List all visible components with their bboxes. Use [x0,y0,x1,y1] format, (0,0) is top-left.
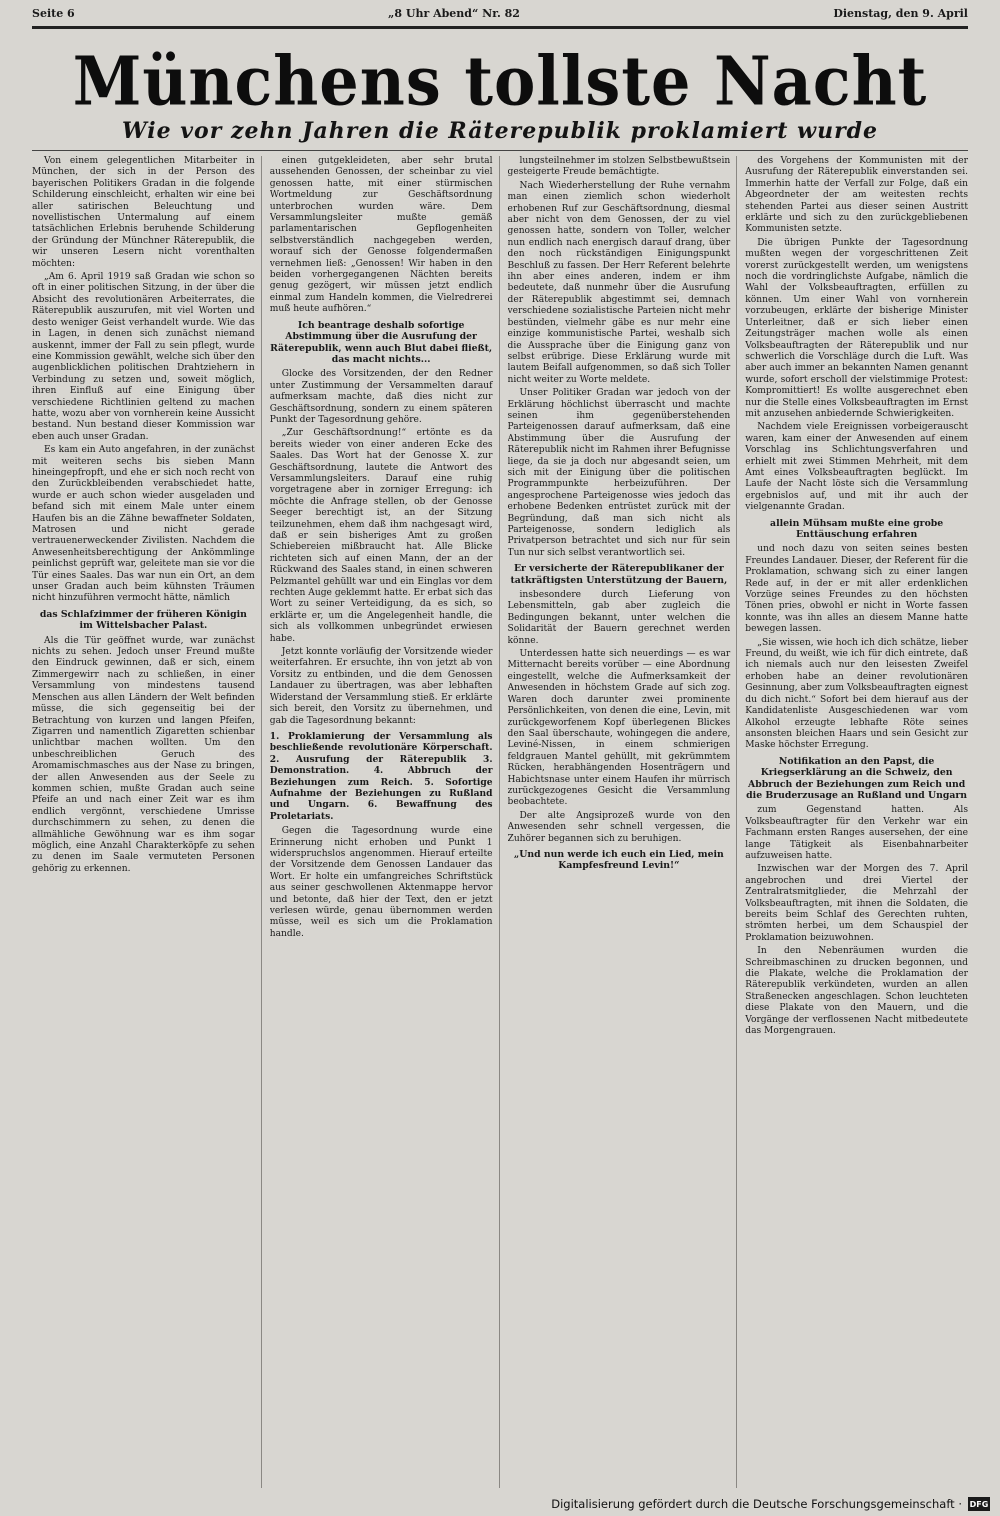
page-number: Seite 6 [32,6,75,20]
paragraph: Gegen die Tagesordnung wurde eine Erinnerung nicht erhoben und Punkt 1 widerspruchslos angenommen. Hierauf erteilte der Vorsitzende dem Genossen Landauer das Wort. Er holte ein umfangreiches Schriftstück aus seiner geschwollenen Aktenmappe hervor und betonte, daß hier der Text, den er jetzt verlesen würde, genau übernommen werden müsse, weil es sich um die Proklamation handle. [269,826,493,939]
paragraph: Unser Politiker Gradan war jedoch von der Erklärung höchlichst überrascht und machte seinen ihm gegenüberstehenden Parteigenossen darauf aufmerksam, daß eine Abstimmung über die Ausrufung der Räterepublik nicht im Rahmen ihrer Befugnisse liege, da sie ja doch nur abgesandt seien, um sich mit der Einigung über die politischen Programmpunkte herbeizuführen. Der angesprochene Parteigenosse wies jedoch das erhobene Bedenken entrüstet zurück mit der Begründung, daß man sich nicht als Parteigenosse, sondern lediglich als Privatperson betrachtet und sich nur für sein Tun nur sich selbst verantwortlich sei. [507,388,731,558]
column-3 [508,156,738,1488]
paragraph: Nach Wiederherstellung der Ruhe vernahm man einen ziemlich schon wiederholt erhobenen Ruf zur Geschäftsordnung, diesmal aber nicht von dem Genossen, der zu viel genossen hatte, sondern von Toller, welcher nun endlich nach energisch darauf drang, über den noch rückständigen Einigungspunkt Beschluß zu fassen. Der Herr Referent belehrte ihn aber eines anderen, indem er ihm bedeutete, daß nunmehr über die Ausrufung der Räterepublik abgestimmt sei, demnach verschiedene sozialistische Parteien nicht mehr bestünden, vielmehr gäbe es nur mehr eine einzige kommunistische Partei, weshalb sich die Aussprache über die Einigung ganz von selbst erübrige. Diese Erklärung wurde mit lautem Beifall aufgenommen, so daß sich Toller nicht weiter zu Worte meldete. [507,180,731,385]
paragraph: Inzwischen war der Morgen des 7. April angebrochen und drei Viertel der Zentralratsmitglieder, die Mehrzahl der Volksbeauftragten, mit ihnen die Soldaten, die bereits beim Schlaf des Gerechten ruhten, strömten herbei, um dem Schauspiel der Proklamation beizuwohnen. [745,864,968,943]
paragraph: und noch dazu von seiten seines besten Freundes Landauer. Dieser, der Referent für die Proklamation, schwang sich zu einer langen Rede auf, in der er mit aller erdenklichen Vorzüge seines Freundes zu den höchsten Tönen pries, obwohl er nicht in Worte fassen konnte, was ihn alles an diesem Manne hatte bewegen lassen. [745,544,968,635]
article-headline: Münchens tollste Nacht [72,42,928,121]
paragraph: lungsteilnehmer im stolzen Selbstbewußtsein gesteigerte Freude bemächtigte. [507,156,731,178]
paragraph: zum Gegenstand hatten. Als Volksbeauftragter für den Verkehr war ein Fachmann ersten Ranges ausersehen, der eine lange Tätigkeit als Eisenbahnarbeiter aufzuweisen hatte. [745,805,968,861]
paragraph: Von einem gelegentlichen Mitarbeiter in München, der sich in der Person des bayerischen Politikers Gradan in die folgende Schilderung einschleicht, erhalten wir eine bei aller satirischen Beleuchtung und novellistischen Untermalung auf einem tatsächlichen Erlebnis beruhende Schilderung der Gründung der Münchner Räterepublik, die wir unseren Lesern nicht vorenthalten möchten: [32,156,255,269]
paragraph: „Zur Geschäftsordnung!“ ertönte es da bereits wieder von einer anderen Ecke des Saales. Das Wort hat der Genosse X. zur Geschäftsordnung, lautete die Antwort des Versammlungsleiters. Darauf eine ruhig vorgetragene aber in zorniger Erregung: ich möchte die Anfrage stellen, ob der Genosse Seeger berechtigt ist, an der Sitzung teilzunehmen, ehem daß ihm nachgesagt wird, daß er sein bisheriges Amt zu großen Schiebereien mißbraucht hat. Alle Blicke richteten sich auf einen Mann, der an der Rückwand des Saales stand, in einen schweren Pelzmantel gehüllt war und ein Einglas vor dem rechten Auge geklemmt hatte. Er erbat sich das Wort zu seiner Verteidigung, da es sich, so erklärte er, um die Angelegenheit handle, die sich als vollkommen unbegründet erwiesen habe. [269,428,493,644]
paragraph: Glocke des Vorsitzenden, der den Redner unter Zustimmung der Versammelten darauf aufmerksam machte, daß dies nicht zur Geschäftsordnung, sondern zu einem späteren Punkt der Tagesordnung gehöre. [269,369,493,425]
paragraph: Die übrigen Punkte der Tagesordnung mußten wegen der vorgeschrittenen Zeit vorerst zurückgestellt werden, um wenigstens noch die vordringlichste Aufgabe, nämlich die Wahl der Volksbeauftragten, erfüllen zu können. Um einer Wahl von vornherein vorzubeugen, erklärte der bisherige Minister Unterleitner, daß er sich lieber einen Zeitungsträger machen wolle als einen Volksbeauftragten der Räterepublik und nur schwerlich die Vorschläge durch die Luft. Was aber auch immer an bekannten Namen genannt wurde, sofort erscholl der vielstimmige Protest: Kompromittiert! Es wollte ausgerechnet eben nur die Stelle eines Volksbeauftragten im Ernst mit anzusehen anbiedernde Schwierigkeiten. [745,237,968,419]
digitization-credit [530,1494,990,1514]
section-heading: Er versicherte der Räterepublikaner der tatkräftigsten Unterstützung der Bauern, [510,563,728,586]
newspaper-title: „8 Uhr Abend“ Nr. 82 [388,6,520,20]
dfg-logo-icon: DFG [968,1497,990,1511]
credit-text: Digitalisierung gefördert durch die Deutsche Forschungsgemeinschaft · [551,1497,962,1511]
column-2 [270,156,500,1488]
paragraph: des Vorgehens der Kommunisten mit der Ausrufung der Räterepublik einverstanden sei. Immerhin hatte der Verfall zur Folge, daß ein Abgeordneter der am weitesten rechts stehenden Partei aus dieser seinen Austritt erklärte und sich zu den zurückgebliebenen Kommunisten setzte. [745,156,968,235]
article-subheadline: Wie vor zehn Jahren die Räterepublik proklamiert wurde [121,118,879,144]
page-header [32,2,968,24]
section-heading: das Schlafzimmer der früheren Königin im Wittelsbacher Palast. [39,608,247,632]
paragraph: Als die Tür geöffnet wurde, war zunächst nichts zu sehen. Jedoch unser Freund mußte den Eindruck gewinnen, daß er sich, einem Zimmergewirr nach zu schließen, in einer Versammlung von mindestens tausend Menschen aus allen Ländern der Welt befinden müsse, die sich gegenseitig bei der Betrachtung von kurzen und langen Pfeifen, Zigarren und namentlich Zigaretten schienbar unlichtbar machen wollten. Um den unbeschreiblichen Geruch des Aromamischmasches aus der Nase zu bringen, der allen Anwesenden aus der Seele zu kommen schien, mußte Gradan auch seine Pfeife an und nach einer Zeit war es ihm endlich vergönnt, verschiedene Umrisse durchschimmern zu sehen, zu denen die allmähliche Gewöhnung war es ihm sogar möglich, eine Anzahl Charakterköpfe zu sehen zu denen im Saale vermuteten Personen gehörig zu erkennen. [32,635,255,874]
column-1 [32,156,262,1488]
paragraph: „Am 6. April 1919 saß Gradan wie schon so oft in einer politischen Sitzung, in der über die Absicht des revolutionären Arbeiterrates, die Räterepublik auszurufen, mit viel Worten und desto weniger Geist verhandelt wurde. Wie das in Lagen, in denen sich zunächst niemand auskennt, immer der Fall zu sein pflegt, wurde eine Kommission gewählt, welche sich über den augenblicklichen politischen Drahtziehern in Verbindung zu setzen und, soweit möglich, ihren Einfluß auf eine Einigung über verschiedene Richtlinien geltend zu machen hatte, wozu aber von vornherein keine Aussicht bestand. Nun bestand dieser Kommission war eben auch unser Gradan. [32,272,255,442]
header-rule [32,26,968,29]
section-heading: allein Mühsam mußte eine grobe Enttäuschung erfahren [770,517,944,540]
paragraph: Jetzt konnte vorläufig der Vorsitzende wieder weiterfahren. Er ersuchte, ihn von jetzt ab von Vorsitz zu entbinden, und die dem Genossen Landauer zu übertragen, was aber lebhaften Widerstand der Versammlung stieß. Er erklärte sich bereit, den Vorsitz zu übernehmen, und gab die Tagesordnung bekannt: [269,647,493,726]
issue-date: Dienstag, den 9. April [833,6,968,20]
column-4 [745,156,968,1488]
paragraph: Der alte Angsiprozeß wurde von den Anwesenden sehr schnell vergessen, die Zuhörer begannen sich zu beruhigen. [507,810,731,844]
section-heading: Ich beantrage deshalb sofortige Abstimmung über die Ausrufung der Räterepublik, wenn auch Blut dabei fließt, das macht nichts... [270,319,493,365]
section-heading: Notifikation an den Papst, die Kriegserklärung an die Schweiz, den Abbruch der Beziehungen zum Reich und die Bruderzusage an Rußland und Ungarn [746,755,968,801]
agenda-list: 1. Proklamierung der Versammlung als beschließende revolutionäre Körperschaft. 2. Ausrufung der Räterepublik 3. Demonstration. 4. Abbruch der Beziehungen zum Reich. 5. Sofortige Aufnahme der Beziehungen zu Rußland und Ungarn. 6. Bewaffnung des Proletariats. [269,730,493,822]
paragraph: insbesondere durch Lieferung von Lebensmitteln, gab aber zugleich die Bedingungen bekannt, unter welchen die Solidarität der Bauern gerechnet werden könne. [507,590,731,646]
paragraph: einen gutgekleideten, aber sehr brutal aussehenden Genossen, der scheinbar zu viel genossen hatte, mit einer stürmischen Wortmeldung zur Geschäftsordnung unterbrochen wurden wäre. Dem Versammlungsleiter mußte gemäß parlamentarischen Gepflogenheiten selbstverständlich nachgegeben werden, worauf sich der Genosse folgendermaßen vernehmen ließ: „Genossen! Wir haben in den beiden vorhergegangenen Nächten bereits genug gezögert, wir müssen jetzt endlich einmal zum Handeln kommen, die Vielredrerei muß heute aufhören.“ [269,156,493,315]
paragraph: Nachdem viele Ereignissen vorbeigerauscht waren, kam einer der Anwesenden auf einem Vorschlag ins Schlichtungsverfahren und erhielt mit zwei Stimmen Mehrheit, mit dem Amt eines Volksbeauftragten beglückt. Im Laufe der Nacht löste sich die Versammlung ergebnislos auf, und mit ihr auch der vielgenannte Gradan. [745,422,968,513]
paragraph: Es kam ein Auto angefahren, in der zunächst mit weiteren sechs bis sieben Mann hineingepfropft, und ehe er sich noch recht von den Zurückbleibenden verabschiedet hatte, wurde er auch schon wieder ausgeladen und befand sich mit einem Male unter einem Haufen bis an die Zähne bewaffneter Soldaten, Matrosen und nicht gerade vertrauenerweckender Zivilisten. Nachdem die Anwesenheitsberechtigung der Ankömmlinge peinlichst geprüft war, geleitete man sie vor die Tür eines Saales. Das war nun ein Ort, an dem unser Gradan auch beim kühnsten Träumen nicht hinzuführen vermocht hätte, nämlich [32,445,255,604]
article-columns [32,156,968,1488]
paragraph: „Sie wissen, wie hoch ich dich schätze, lieber Freund, du weißt, wie ich für dich eintrete, daß ich niemals auch nur den leisesten Zweifel erhoben habe an deiner revolutionären Gesinnung, aber zum Volksbeauftragten eignest du dich nicht.“ Sofort bei dem hierauf aus der Kandidatenliste Ausgeschiedenen war vom Alkohol erzeugte lebhafte Röte seines ansonsten bleichen Haars und sein Gesicht zur Maske höchster Erregung. [745,637,968,751]
paragraph: In den Nebenräumen wurden die Schreibmaschinen zu drucken begonnen, und die Plakate, welche die Proklamation der Räterepublik verkündeten, wurden an allen Straßenecken angeschlagen. Schon leuchteten diese Plakate von den Mauern, und die Vorgänge der verflossenen Nacht mitbedeutete das Morgengrauen. [745,946,968,1037]
section-heading: „Und nun werde ich euch ein Lied, mein Kampfesfreund Levin!“ [513,848,724,872]
paragraph: Unterdessen hatte sich neuerdings — es war Mitternacht bereits vorüber — eine Abordnung eingestellt, welche die Aufmerksamkeit der Anwesenden in höchstem Grade auf sich zog. Waren doch darunter zwei prominente Persönlichkeiten, von denen die eine, Levin, mit zurückgeworfenem Kopf überlegenen Blickes den Saal überschaute, wohingegen die andere, Leviné-Nissen, in einem schmierigen feldgrauen Mantel gehüllt, mit gekrümmtem Rücken, herabhängenden Hosenträgern und Habichtsnase unter einem Haufen ihr mürrisch zurückgezogenes Gesicht die Versammlung beobachtete. [507,649,731,808]
headline-rule [32,150,968,151]
